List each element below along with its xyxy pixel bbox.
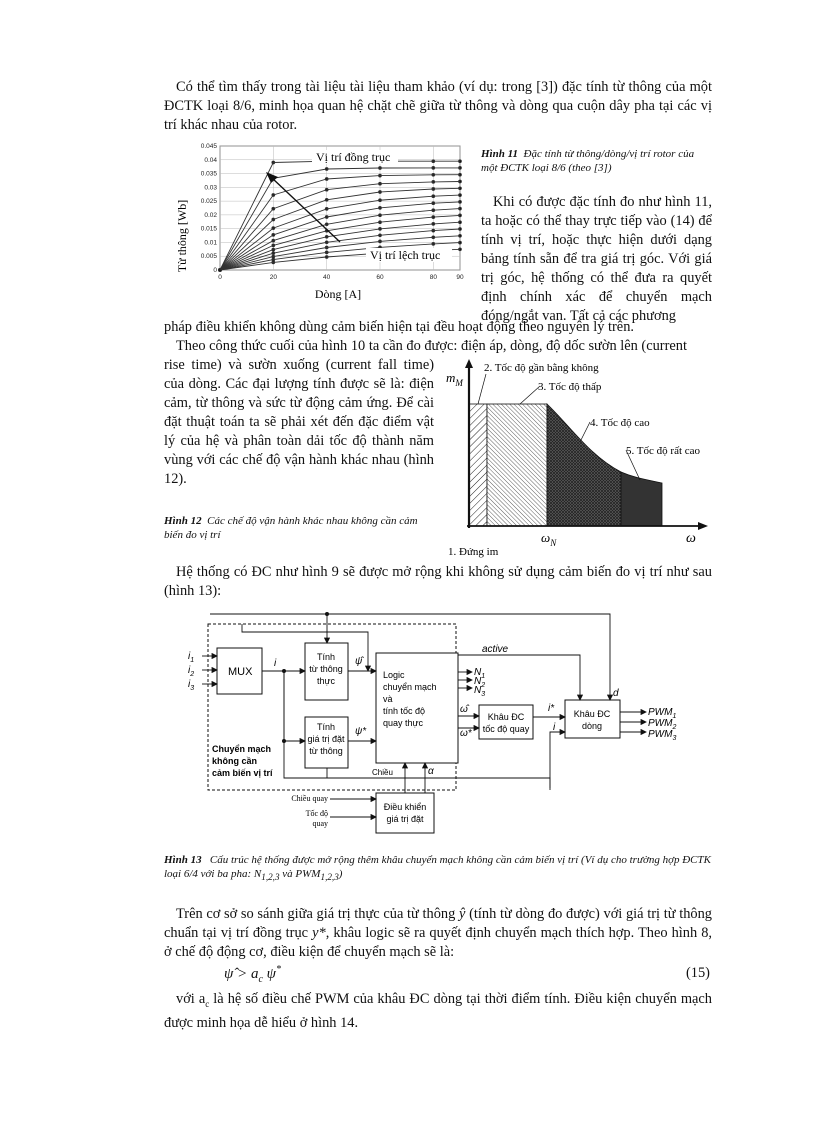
fig11-xtick-label: 80: [429, 274, 437, 281]
fig11-ytick-label: 0.015: [200, 225, 217, 233]
paragraph-switching: [164, 905, 712, 962]
fig13-flux-block: Tính từ thông thực: [309, 652, 343, 686]
fig13-active: active: [482, 644, 509, 655]
eq-psi: ψ: [262, 966, 276, 982]
fig13-setpoint-block: Điều khiển giá trị đặt: [383, 802, 427, 824]
figure-13-caption: [164, 853, 712, 884]
fig12-zone-5: 5. Tốc độ rất cao: [626, 445, 701, 457]
para5-part-c: , khâu logic sẽ ra quyết định chuyển mạch thích hợp. Theo hình 8, ở chế độ động cơ, điều kiện để chuyển mạch sẽ là:: [164, 925, 712, 960]
fig13-i2: i: [553, 722, 556, 733]
fig13-chieu: Chiều: [372, 768, 393, 777]
para6-sub: c: [205, 998, 210, 1009]
fig13-input-1: $i_1$: [188, 651, 195, 664]
fig13-i: i: [274, 658, 277, 669]
psi-star-symbol: y*: [312, 925, 326, 941]
figure-12-diagram: [440, 356, 712, 560]
fig11-label-aligned: Vị trí đồng trục: [316, 150, 391, 164]
fig12-caption-label: Hình 12: [164, 515, 202, 527]
fig11-ytick-label: 0.025: [200, 198, 217, 206]
fig13-caption-sub2: 1,2,3: [320, 872, 339, 883]
fig11-xtick-label: 60: [376, 274, 384, 281]
fig13-speed-in: Tốc độ quay: [305, 809, 328, 828]
fig11-caption-label: Hình 11: [481, 148, 518, 160]
fig13-n2: $N_2$: [474, 676, 486, 689]
paragraph-system: Hệ thống có ĐC như hình 9 sẽ được mở rộng khi không sử dụng cảm biến đo vị trí như sau (hình 13):: [164, 564, 712, 599]
eq-lhs: ψ̂ > a: [224, 966, 259, 982]
fig13-dir-in: Chiều quay: [291, 794, 328, 803]
para5-part-b: (tính từ dòng đo được) với giá trị từ thông chuẩn tại vị trí đồng trục: [164, 906, 713, 941]
fig11-ytick-label: 0.045: [200, 143, 217, 150]
fig11-xtick-label: 40: [323, 274, 331, 281]
fig11-ytick-label: 0.01: [204, 239, 217, 247]
fig11-xtick-label: 20: [269, 274, 277, 281]
figure-11-caption: [481, 147, 713, 175]
para5-part-a: Trên cơ sở so sánh giữa giá trị thực của từ thông: [176, 906, 456, 922]
equation-number: (15): [686, 965, 710, 981]
fig11-ylabel: Từ thông [Wb]: [175, 199, 189, 273]
psi-hat-symbol: ŷ: [459, 906, 466, 922]
fig13-input-3: $i_3$: [188, 679, 195, 692]
fig12-omega-n: $\omega_N$: [541, 530, 557, 548]
figure-12-caption: [164, 514, 436, 542]
fig11-xlabel: Dòng [A]: [314, 287, 362, 301]
fig13-current-ctrl: Khâu ĐC dòng: [573, 709, 611, 731]
fig11-xticks: [218, 274, 464, 281]
fig11-xtick-label: 0: [218, 274, 222, 281]
fig13-d: d: [613, 688, 619, 699]
fig13-logic-block: Logic chuyển mạch và tính tốc độ quay thực: [383, 670, 437, 728]
paragraph-lookup-cont: pháp điều khiển không dùng cảm biến hiện tại đều hoạt động theo nguyên lý trên.: [164, 319, 634, 335]
fig11-ytick-label: 0.02: [204, 211, 217, 219]
fig13-mux: MUX: [228, 666, 253, 678]
fig13-input-2: $i_2$: [188, 665, 195, 678]
fig13-n1: $N_1$: [474, 667, 486, 680]
figure-11-chart: [168, 140, 473, 308]
eq-sup: *: [275, 964, 281, 975]
fig12-xlabel: ω: [686, 531, 696, 546]
paragraph-measure: Theo công thức cuối của hình 10 ta cần đo được: điện áp, dòng, độ dốc sườn lên (current: [176, 338, 687, 354]
fig13-caption-label: Hình 13: [164, 854, 202, 866]
fig13-setflux-block: Tính giá trị đặt từ thông: [307, 722, 345, 756]
figure-13-diagram: [170, 604, 690, 840]
fig12-zone-3: 3. Tốc độ thấp: [538, 381, 602, 393]
fig13-pwm-2: $PWM_2$: [648, 718, 677, 731]
paragraph-intro: Có thể tìm thấy trong tài liệu tài liệu tham khảo (ví dụ: trong [3]) đặc tính từ thông của một ĐCTK loại 8/6, minh họa quan hệ chặt chẽ giữa từ thông và dòng qua cuộn dây pha tại các vị trí khác nhau của rotor.: [164, 79, 712, 133]
fig12-zone-1: 1. Đứng im: [448, 546, 499, 558]
fig11-caption-text: Đặc tính từ thông/dòng/vị trí rotor của một ĐCTK loại 8/6 (theo [3]): [481, 148, 695, 174]
para6-part-b: là hệ số điều chế PWM của khâu ĐC dòng tại thời điểm tính. Điều kiện chuyển mạch được minh họa dễ hiểu ở hình 14.: [164, 991, 712, 1031]
fig12-ylabel: $m_M$: [446, 370, 463, 388]
fig13-sensorless-label: Chuyển mạch không cần cảm biến vị trí: [212, 744, 273, 778]
fig13-caption-end: ): [338, 868, 343, 880]
eq-sub: c: [258, 974, 263, 985]
paragraph-lookup: Khi có được đặc tính đo như hình 11, ta hoặc có thể thay trực tiếp vào (14) để tính vị trí, hoặc thực hiện dưới dạng bảng tính sẵn để tra giá trị góc. Với giá trị góc, hệ thống có thể đưa ra quyết định chính xác để chuyển mạch đóng/ngắt van. Tất cả các phương: [481, 194, 712, 324]
fig11-label-unaligned: Vị trí lệch trục: [370, 248, 441, 262]
fig13-caption-mid: và PWM: [279, 868, 321, 880]
fig13-n3: $N_3$: [474, 685, 486, 698]
paragraph-pwm: [164, 990, 712, 1033]
fig11-xtick-label: 90: [456, 274, 464, 281]
fig13-alpha: α: [428, 766, 434, 777]
fig11-yticks: [201, 143, 218, 274]
fig13-caption-text: Cấu trúc hệ thống được mở rộng thêm khâu chuyển mạch không cần cảm biến vị trí (Ví dụ cho trường hợp ĐCTK loại 6/4 với ba pha: N: [164, 854, 711, 880]
fig13-omega-hat: ω̂: [460, 704, 468, 715]
fig11-ytick-label: 0.04: [204, 156, 217, 164]
para6-part-a: với a: [176, 991, 206, 1007]
fig13-speed-ctrl: Khâu ĐC tốc độ quay: [482, 712, 530, 734]
fig13-pwm-3: $PWM_3$: [648, 729, 677, 742]
fig13-i-star: i*: [548, 703, 555, 714]
fig12-zone-2: 2. Tốc độ gần bằng không: [484, 362, 599, 374]
fig11-ytick-label: 0.005: [200, 253, 217, 261]
paragraph-measure-cont: rise time) và sườn xuống (current fall time) của dòng. Các đại lượng tính được sẽ là: điện cảm, từ thông và sức từ động cảm ứng. Để cài đặt thuật toán ta sẽ phải xét đến đặc điểm vật lý của hệ và phân toàn dải tốc độ thành năm vùng với các chế độ vận hành khác nhau (hình 12).: [164, 357, 434, 487]
fig13-psi-star: ψ*: [355, 726, 367, 737]
fig11-ytick-label: 0.03: [204, 184, 217, 192]
fig11-ytick-label: 0.035: [200, 170, 217, 178]
fig11-ytick-label: 0: [213, 267, 217, 274]
equation-15: [224, 964, 281, 985]
fig12-caption-text: Các chế độ vận hành khác nhau không cần cảm biến đo vị trí: [164, 515, 418, 541]
fig13-omega-star: ω*: [460, 728, 472, 739]
fig12-zone-4: 4. Tốc độ cao: [590, 417, 650, 429]
fig13-psi-hat: ψ̂: [355, 656, 363, 667]
fig13-caption-sub1: 1,2,3: [261, 872, 280, 883]
fig13-pwm-1: $PWM_1$: [648, 707, 677, 720]
